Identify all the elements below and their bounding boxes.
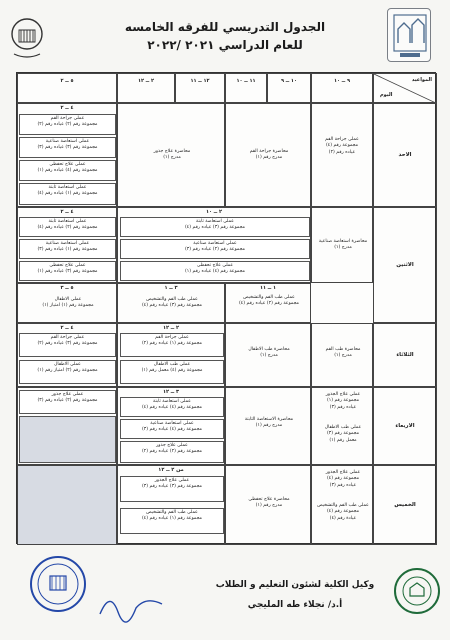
sun-group-1: عملى جراحة الفم مجموعة رقم (٢) عياده رقم (٢) bbox=[19, 114, 116, 135]
thu-operative-lecture: محاضرة علاج تحفظى مدرج رقم (١) bbox=[248, 497, 290, 509]
mon-oral-medicine-2: عملى طب الفم والتشخيص مجموعة رقم (٣) عياده رقم (٤) bbox=[142, 297, 202, 309]
label-times: المواعيد bbox=[411, 77, 432, 83]
tue-pedo-2: عملى الاطفال مجموعة رقم (٢) امتياز رقم (١) bbox=[19, 360, 116, 384]
wed-removable-prosth: عملى استعاضة صناعية مجموعة رقم (٤) عياده رقم (٣) bbox=[120, 419, 224, 439]
mon-slot-11-1 bbox=[225, 283, 311, 323]
tue-slot-2-4 bbox=[17, 323, 117, 387]
mon-head-3-5: ٥ ــ ٣ bbox=[60, 285, 74, 291]
sun-group-2: عملى استعاضة صناعية مجموعة رقم (٣) عياده رقم (٣) bbox=[19, 137, 116, 158]
thu-endo: عملى علاج الجذور مجموعة رقم (٣) عياده رقم (٣) bbox=[120, 476, 224, 502]
mon-slot-2-4 bbox=[17, 207, 117, 283]
tue-oral-med-lecture: محاضرة طب الفم مدرج (١) bbox=[325, 347, 361, 359]
mon-prosth-lecture: محاضرة استعاضة صناعية مدرج (١) bbox=[318, 239, 368, 251]
page-title: الجدول التدريسي للفرقه الخامسه bbox=[124, 20, 326, 34]
sun-oral-surgery-practical: عملى جراحة الفم مجموعة رقم (٤) عياده رقم (٢) bbox=[325, 137, 359, 155]
wed-fixed-prosth: عملى استعاضة ثابتة مجموعة رقم (٤) عياده رقم (٤) bbox=[120, 397, 224, 417]
sun-slot-2-5 bbox=[17, 103, 117, 207]
thu-endo-practical: عملى علاج الجذور مجموعة رقم (٤) عياده رقم (٣) bbox=[325, 470, 361, 488]
mon-oral-medicine-1: عملى طب الفم والتشخيص مجموعة رقم (٢) عياده رقم (٤) bbox=[239, 295, 299, 307]
faculty-logo bbox=[8, 16, 46, 60]
wed-fixed-prosth-lecture: محاضرة الاستعاضة الثابتة مدرج رقم (١) bbox=[244, 417, 294, 429]
tue-pedo: عملى طب الاطفال مجموعة رقم (٤) معمل رقم (١) bbox=[120, 360, 224, 384]
mon-operative-2: عملى علاج تحفظى مجموعة رقم (٣) عياده رقم (١) bbox=[19, 261, 116, 281]
thu-oral-med: عملى طب الفم والتشخيص مجموعة رقم (١) عياده رقم (٤) bbox=[120, 508, 224, 534]
tue-oral-surgery: عملى جراحة الفم مجموعة رقم (١) عياده رقم (٢) bbox=[120, 333, 224, 357]
mon-pedo-practical: عملى الاطفال مجموعة رقم (١) امتياز (١) bbox=[42, 297, 94, 309]
mon-slot-1-3 bbox=[117, 283, 225, 323]
tue-head-12-2: ٢ ــ ١٢ bbox=[162, 325, 180, 331]
thu-slot-9-11 bbox=[311, 465, 373, 545]
sun-group-4: عملى استعاضة ثابتة مجموعة رقم (١) عياده رقم (٤) bbox=[19, 183, 116, 205]
wed-endo-2: عملى علاج جذور مجموعة رقم (٢) عياده رقم (٣) bbox=[19, 390, 116, 414]
faculty-stamp bbox=[30, 556, 86, 612]
header-times-cell bbox=[373, 73, 437, 103]
vice-dean-title: وكيل الكلية لشئون التعليم و الطلاب bbox=[215, 580, 375, 590]
wed-pedo-practical: عملى طب الاطفال مجموعة رقم (٣) معمل رقم (١) bbox=[324, 425, 362, 443]
wed-slot-12-3 bbox=[117, 387, 225, 465]
signature-scribble bbox=[96, 584, 166, 624]
sun-slot-12-2 bbox=[117, 103, 225, 207]
university-seal bbox=[394, 568, 440, 614]
label-day: اليوم bbox=[380, 92, 393, 98]
academic-year: للعام الدراسي ٢٠٢١ /٢٠٢٢ bbox=[147, 38, 303, 52]
day-thursday: الخميس bbox=[373, 465, 437, 545]
tue-pedo-lecture: محاضرة طب الاطفال مدرج (١) bbox=[248, 347, 290, 359]
wed-slot-9-11 bbox=[311, 387, 373, 465]
mon-head-11-1: ١ ــ ١١ bbox=[259, 285, 277, 291]
mon-slot-9-10 bbox=[311, 207, 373, 283]
wed-endo: عملى علاج جذور مجموعة رقم (٢) عياده رقم (٢) bbox=[120, 441, 224, 463]
time-10-11: ١٠ ــ ٩ bbox=[267, 73, 311, 103]
time-11-12: ١١ ــ ١٠ bbox=[225, 73, 267, 103]
thu-slot-12-2 bbox=[117, 465, 225, 545]
time-9-10: ٩ ــ ١٠ bbox=[311, 73, 373, 103]
sun-endo-lecture: محاضرة علاج جذور مدرج (١) bbox=[153, 149, 191, 161]
mon-slot-10-2 bbox=[117, 207, 311, 283]
mon-head-10-2: ٢ ــ ١٠ bbox=[205, 209, 223, 215]
sun-group-3: عملى علاج تحفظى مجموعة رقم (٤) عياده رقم (١) bbox=[19, 160, 116, 181]
day-wednesday: الاربعاء bbox=[373, 387, 437, 465]
time-12-1: ١٢ ــ ١١ bbox=[175, 73, 225, 103]
thu-slot-11-12 bbox=[225, 465, 311, 545]
day-sunday: الاحد bbox=[373, 103, 437, 207]
mon-removable-prosth-2: عملى استعاضة صناعية مجموعة رقم (١) عياده رقم (٣) bbox=[19, 239, 116, 259]
wed-slot-3-5 bbox=[17, 387, 117, 465]
mon-fixed-prosth: عملى استعاضة ثابتة مجموعة رقم (٣) عياده رقم (٤) bbox=[120, 217, 310, 237]
tue-slot-10-12 bbox=[225, 323, 311, 387]
wed-head-12-3: ٣ ــ ١٢ bbox=[162, 389, 180, 395]
sun-head-2-4: ٤ ــ ٢ bbox=[60, 105, 74, 111]
sun-oral-surgery-lecture: محاضرة جراحة الفم مدرج رقم (١) bbox=[249, 149, 289, 161]
tue-slot-9-10 bbox=[311, 323, 373, 387]
mon-head-1-3: ٣ ــ ١ bbox=[164, 285, 178, 291]
day-tuesday: الثلاثاء bbox=[373, 323, 437, 387]
thu-oral-med-practical: عملى طب الفم والتشخيص مجموعة رقم (٤) عيادة رقم (٤) bbox=[317, 503, 369, 521]
wed-slot-11-12 bbox=[225, 387, 311, 465]
schedule-table bbox=[16, 72, 436, 544]
mon-fixed-prosth-2: عملى استعاضة ثابتة مجموعة رقم (٢) عياده رقم (٤) bbox=[19, 217, 116, 237]
sun-slot-9-11 bbox=[311, 103, 373, 207]
time-2-5: ٥ ــ ٢ bbox=[17, 73, 117, 103]
thu-slot-2-5-empty bbox=[17, 465, 117, 545]
vice-dean-name: أ.د/ نجلاء طه المليجي bbox=[247, 600, 343, 610]
thu-head-12-2: من ٢ ــ ١٢ bbox=[158, 467, 184, 473]
mon-operative: عملى علاج تحفظى مجموعة رقم (٤) عياده رقم (١) bbox=[120, 261, 310, 281]
wed-empty-block bbox=[19, 416, 116, 463]
mon-removable-prosth: عملى استعاضة صناعية مجموعة رقم (٢) عياده رقم (٣) bbox=[120, 239, 310, 259]
sun-slot-11-12 bbox=[225, 103, 311, 207]
time-12-2: ٢ ــ ١٢ bbox=[117, 73, 175, 103]
tue-head-2-4: ٤ ــ ٢ bbox=[60, 325, 74, 331]
tue-slot-12-2 bbox=[117, 323, 225, 387]
mon-slot-3-5 bbox=[17, 283, 117, 323]
wed-endo-practical: عملى علاج الجذور مجموعة رقم (١) عياده رقم (٣) bbox=[325, 392, 361, 410]
tue-oral-surgery-2: عملى جراحة الفم مجموعة رقم (٣) عياده رقم (٢) bbox=[19, 333, 116, 357]
day-monday: الاثنين bbox=[373, 207, 437, 323]
mon-head-2-4: ٤ ــ ٢ bbox=[60, 209, 74, 215]
university-logo bbox=[387, 8, 431, 62]
